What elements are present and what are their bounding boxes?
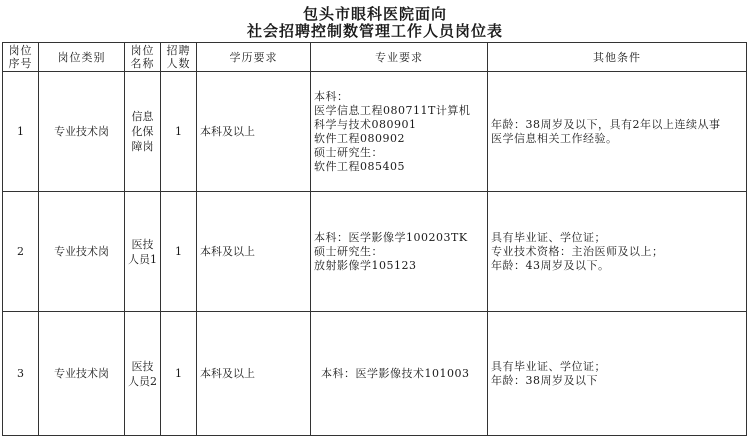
header-major: 专业要求 (311, 43, 488, 72)
positions-table (2, 42, 747, 436)
cell-count: 1 (161, 312, 197, 436)
header-count: 招聘 人数 (161, 43, 197, 72)
cell-education: 本科及以上 (197, 192, 311, 312)
cell-seq: 2 (3, 192, 39, 312)
cell-other: 具有毕业证、学位证； 专业技术资格：主治医师及以上； 年龄：43周岁及以下。 (488, 192, 747, 312)
cell-seq: 1 (3, 72, 39, 192)
header-education: 学历要求 (197, 43, 311, 72)
header-other: 其他条件 (488, 43, 747, 72)
cell-major: 本科：医学影像技术101003 (311, 312, 488, 436)
cell-name: 医技 人员2 (125, 312, 161, 436)
cell-seq: 3 (3, 312, 39, 436)
table-row (3, 312, 747, 436)
table-row (3, 72, 747, 192)
cell-category: 专业技术岗 (39, 192, 125, 312)
title-line-2: 社会招聘控制数管理工作人员岗位表 (246, 22, 503, 40)
header-seq: 岗位 序号 (3, 43, 39, 72)
title-line-1: 包头市眼科医院面向 (302, 5, 447, 23)
header-row (3, 43, 747, 72)
cell-major: 本科： 医学信息工程080711T计算机 科学与技术080901 软件工程080902 硕士研究生： 软件工程085405 (311, 72, 488, 192)
cell-other: 具有毕业证、学位证； 年龄：38周岁及以下 (488, 312, 747, 436)
header-category: 岗位类别 (39, 43, 125, 72)
cell-major: 本科：医学影像学100203TK 硕士研究生： 放射影像学105123 (311, 192, 488, 312)
header-name: 岗位 名称 (125, 43, 161, 72)
cell-education: 本科及以上 (197, 312, 311, 436)
cell-category: 专业技术岗 (39, 72, 125, 192)
table-row (3, 192, 747, 312)
cell-count: 1 (161, 192, 197, 312)
cell-name: 信息 化保 障岗 (125, 72, 161, 192)
cell-name: 医技 人员1 (125, 192, 161, 312)
cell-education: 本科及以上 (197, 72, 311, 192)
cell-category: 专业技术岗 (39, 312, 125, 436)
cell-count: 1 (161, 72, 197, 192)
cell-other: 年龄：38周岁及以下，具有2年以上连续从事 医学信息相关工作经验。 (488, 72, 747, 192)
